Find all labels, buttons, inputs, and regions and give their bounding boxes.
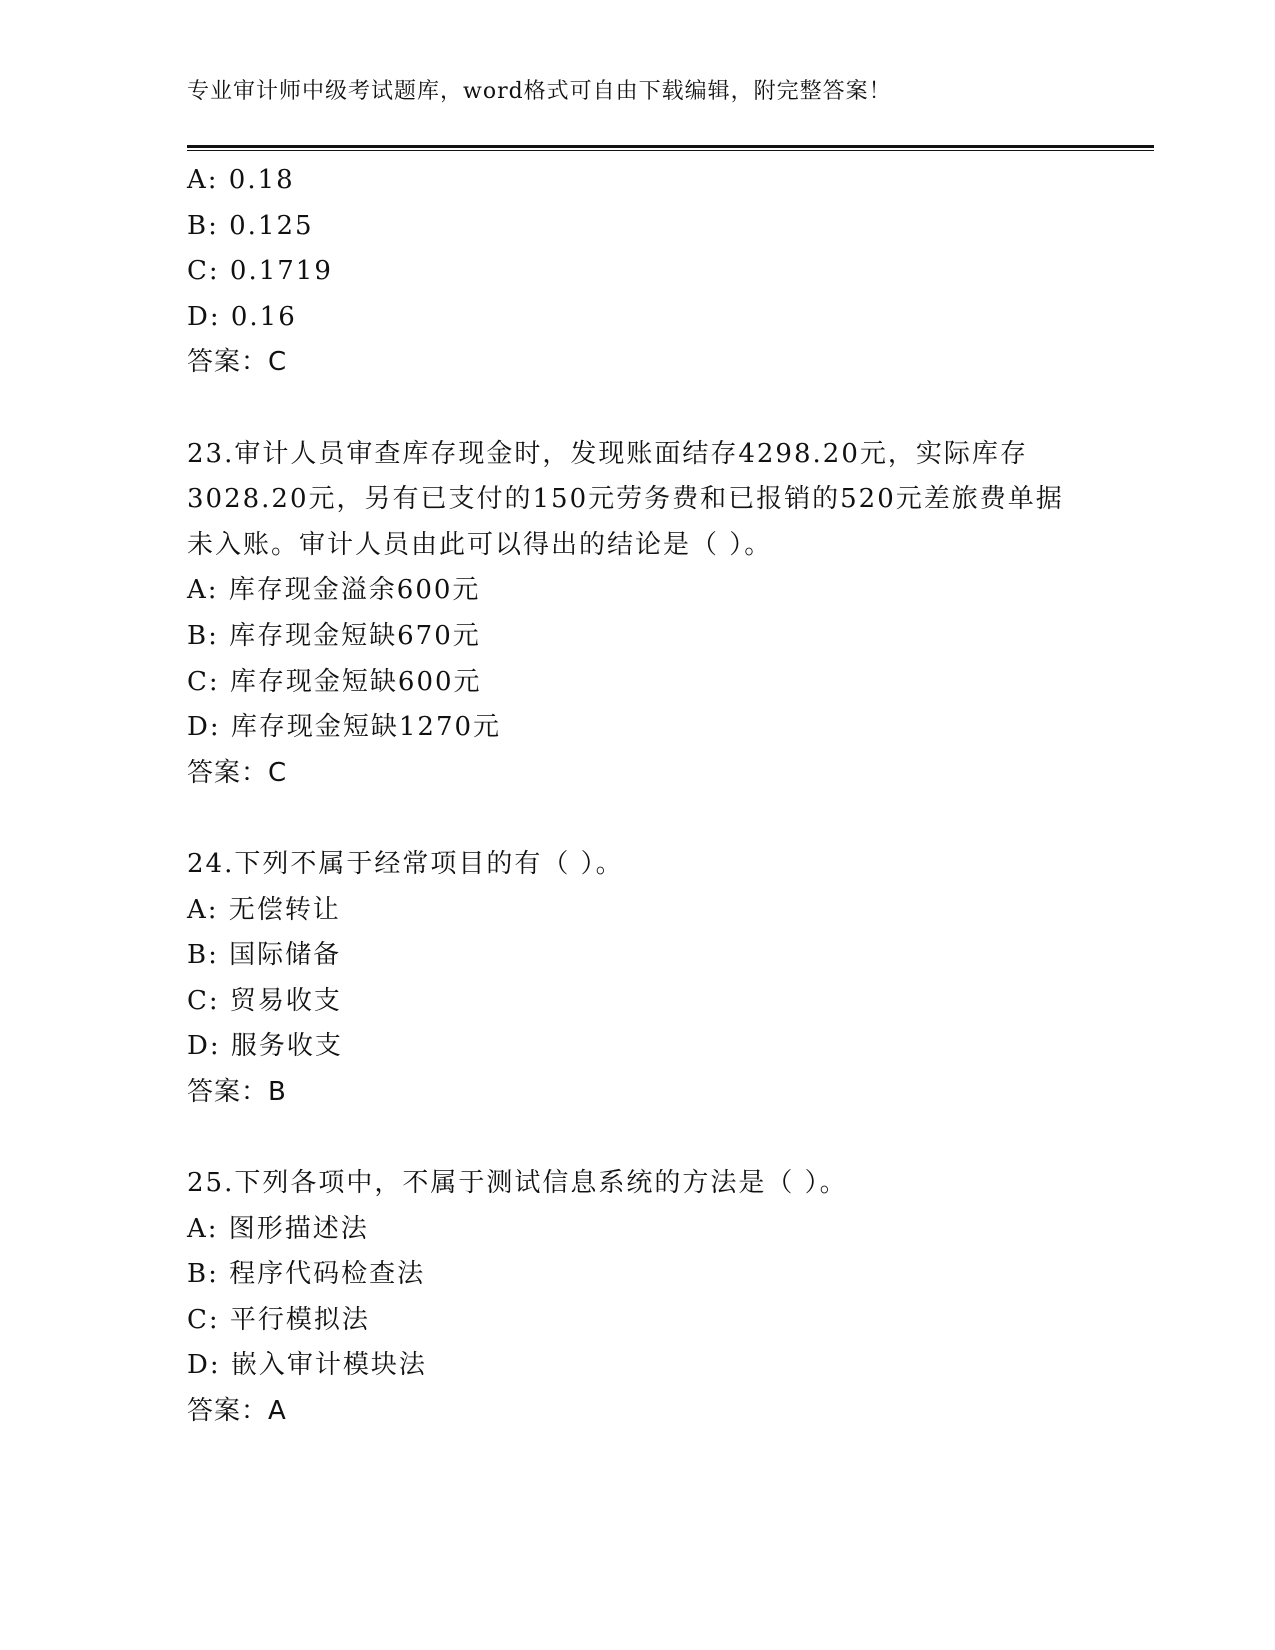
question-text: 25.下列各项中，不属于测试信息系统的方法是（ ）。 [187,1168,848,1199]
page-header: 专业审计师中级考试题库，word格式可自由下载编辑，附完整答案！ [187,79,892,104]
option-d: D: 服务收支 [187,1031,343,1062]
option-b: B: 程序代码检查法 [187,1259,426,1290]
option-c: C: 库存现金短缺600元 [187,666,482,697]
question-text: 3028.20元，另有已支付的150元劳务费和已报销的520元差旅费单据 [187,484,1064,515]
option-b: B: 0.125 [187,210,314,241]
option-c: C: 平行模拟法 [187,1304,370,1335]
answer-line: 答案：C [187,347,288,378]
option-c: C: 0.1719 [187,256,333,287]
option-b: B: 国际储备 [187,940,342,971]
option-d: D: 嵌入审计模块法 [187,1350,427,1381]
header-rule-thick [187,145,1154,148]
question-block-23 [187,432,1147,797]
answer-line: 答案：B [187,1076,287,1107]
option-d: D: 0.16 [187,301,297,332]
document-body [187,158,1147,1435]
question-text: 23.审计人员审查库存现金时，发现账面结存4298.20元，实际库存 [187,438,1028,469]
answer-line: 答案：A [187,1396,287,1427]
option-c: C: 贸易收支 [187,985,342,1016]
question-block-22 [187,158,1147,386]
option-a: A: 0.18 [187,165,295,195]
option-b: B: 库存现金短缺670元 [187,620,481,651]
question-text: 24.下列不属于经常项目的有（ ）。 [187,848,624,879]
question-block-24 [187,842,1147,1116]
question-block-25 [187,1161,1147,1435]
header-rule-thin [187,150,1154,151]
answer-line: 答案：C [187,757,288,788]
option-a: A: 图形描述法 [187,1213,369,1244]
option-a: A: 无偿转让 [187,894,341,925]
question-text: 未入账。审计人员由此可以得出的结论是（ ）。 [187,529,773,560]
option-a: A: 库存现金溢余600元 [187,575,481,606]
option-d: D: 库存现金短缺1270元 [187,712,502,743]
